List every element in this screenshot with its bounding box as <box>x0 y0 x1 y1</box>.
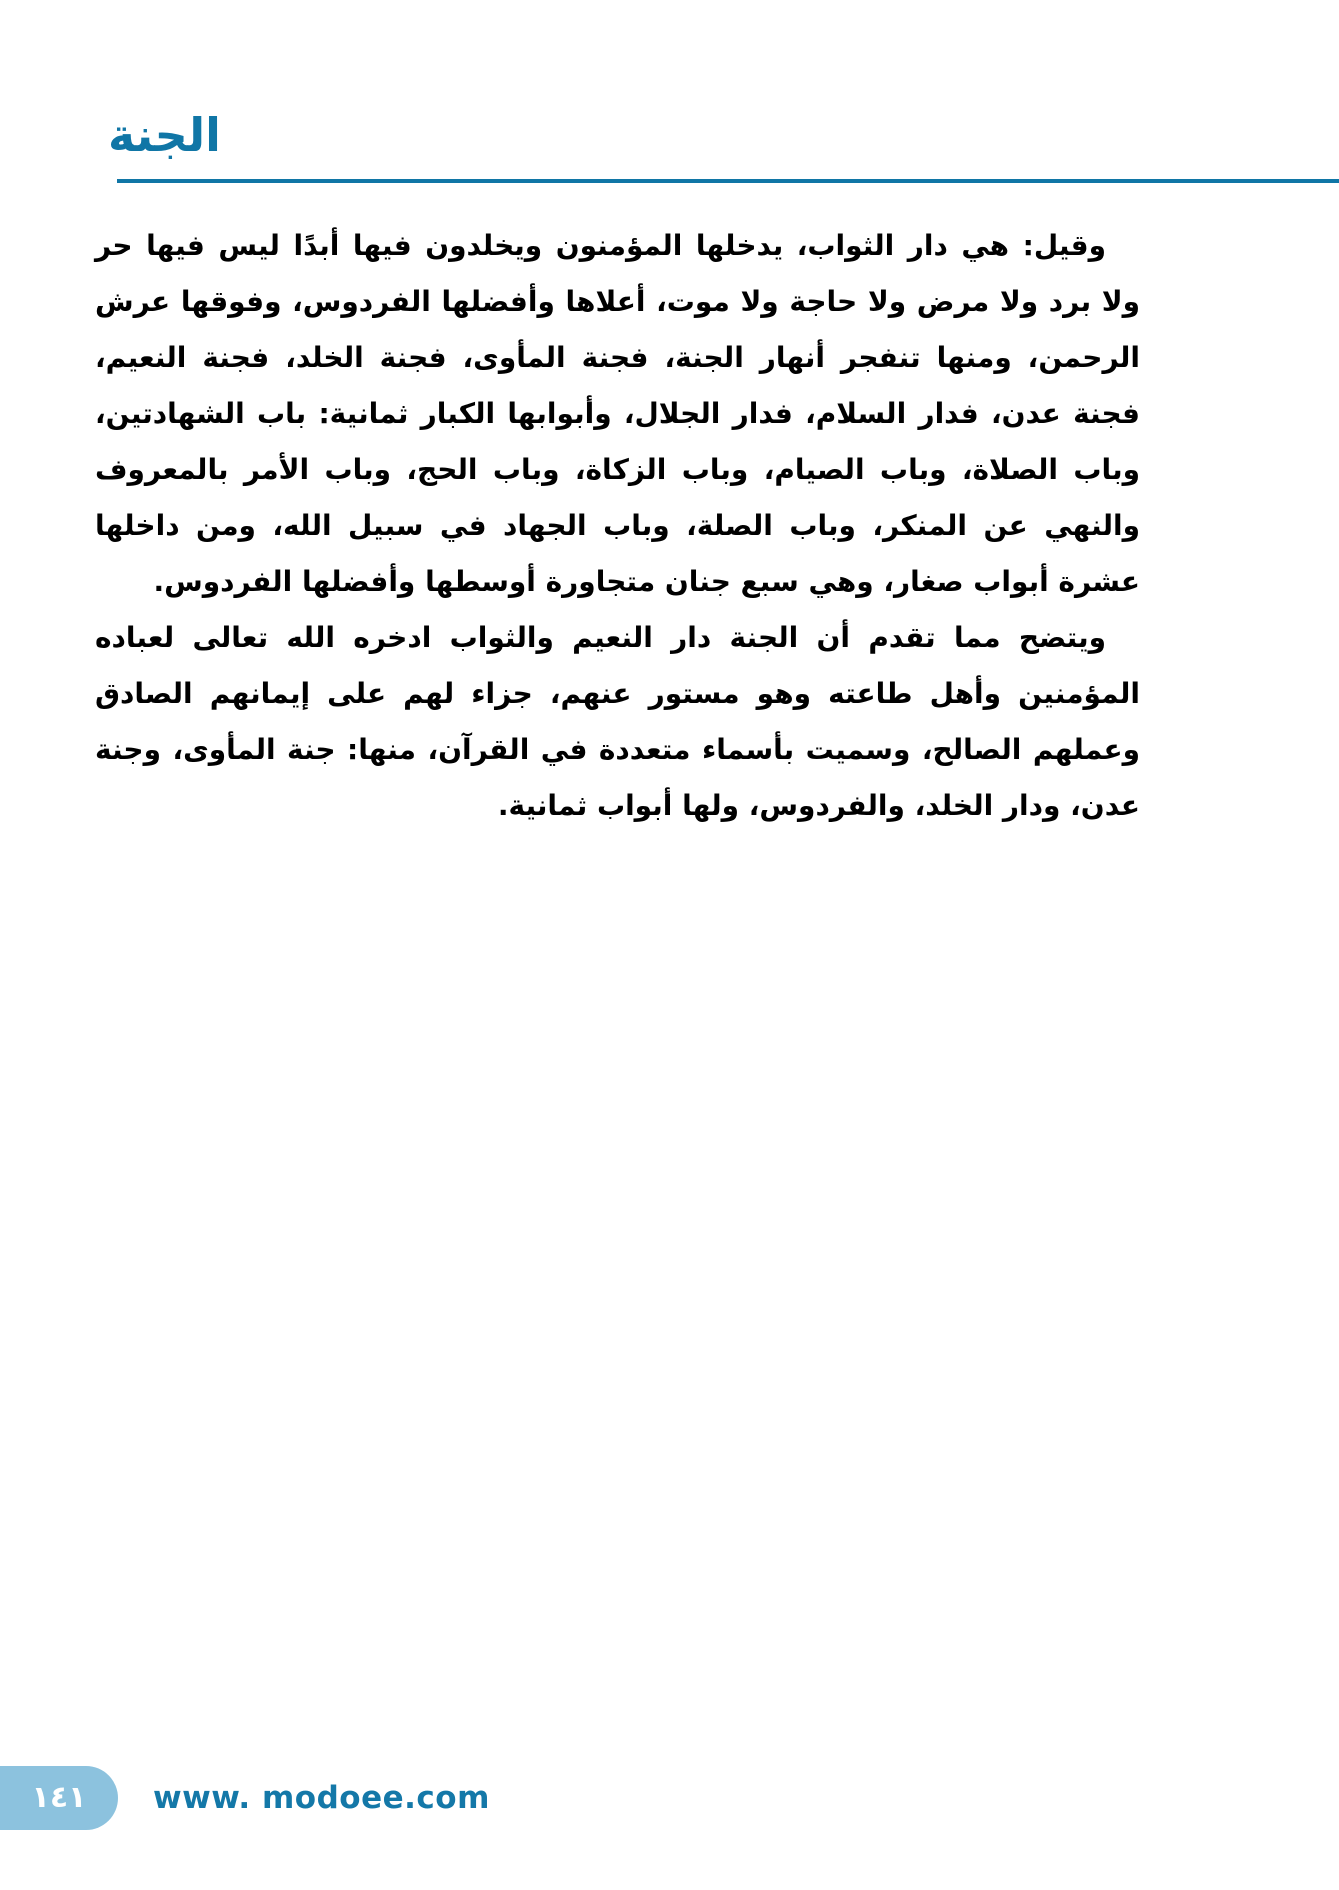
page-number-badge <box>0 1766 118 1830</box>
page-number: ١٤١ <box>31 1780 87 1815</box>
website-url: www. modoee.com <box>153 1780 490 1816</box>
paragraph-2: ويتضح مما تقدم أن الجنة دار النعيم والثواب ادخره الله تعالى لعباده المؤمنين وأهل طاعته وهو مستور عنهم، جزاء لهم على إيمانهم الصادق وعملهم الصالح، وسميت بأسماء متعددة في القرآن، منها: جنة المأوى، وجنة عدن، ودار الخلد، والفردوس، ولها أبواب ثمانية. <box>95 621 1140 822</box>
paragraph-1: وقيل: هي دار الثواب، يدخلها المؤمنون ويخلدون فيها أبدًا ليس فيها حر ولا برد ولا مرض ولا حاجة ولا موت، أعلاها وأفضلها الفردوس، وفوقها عرش الرحمن، ومنها تنفجر أنهار الجنة، فجنة المأوى، فجنة الخلد، فجنة النعيم، فجنة عدن، فدار السلام، فدار الجلال، وأبوابها الكبار ثمانية: باب الشهادتين، وباب الصلاة، وباب الصيام، وباب الزكاة، وباب الحج، وباب الأمر بالمعروف والنهي عن المنكر، وباب الصلة، وباب الجهاد في سبيل الله، ومن داخلها عشرة أبواب صغار، وهي سبع جنان متجاورة أوسطها وأفضلها الفردوس. <box>95 229 1140 598</box>
header-rule-divider <box>117 179 1339 183</box>
body-text <box>95 218 1140 834</box>
chapter-title: الجنة <box>108 108 221 162</box>
